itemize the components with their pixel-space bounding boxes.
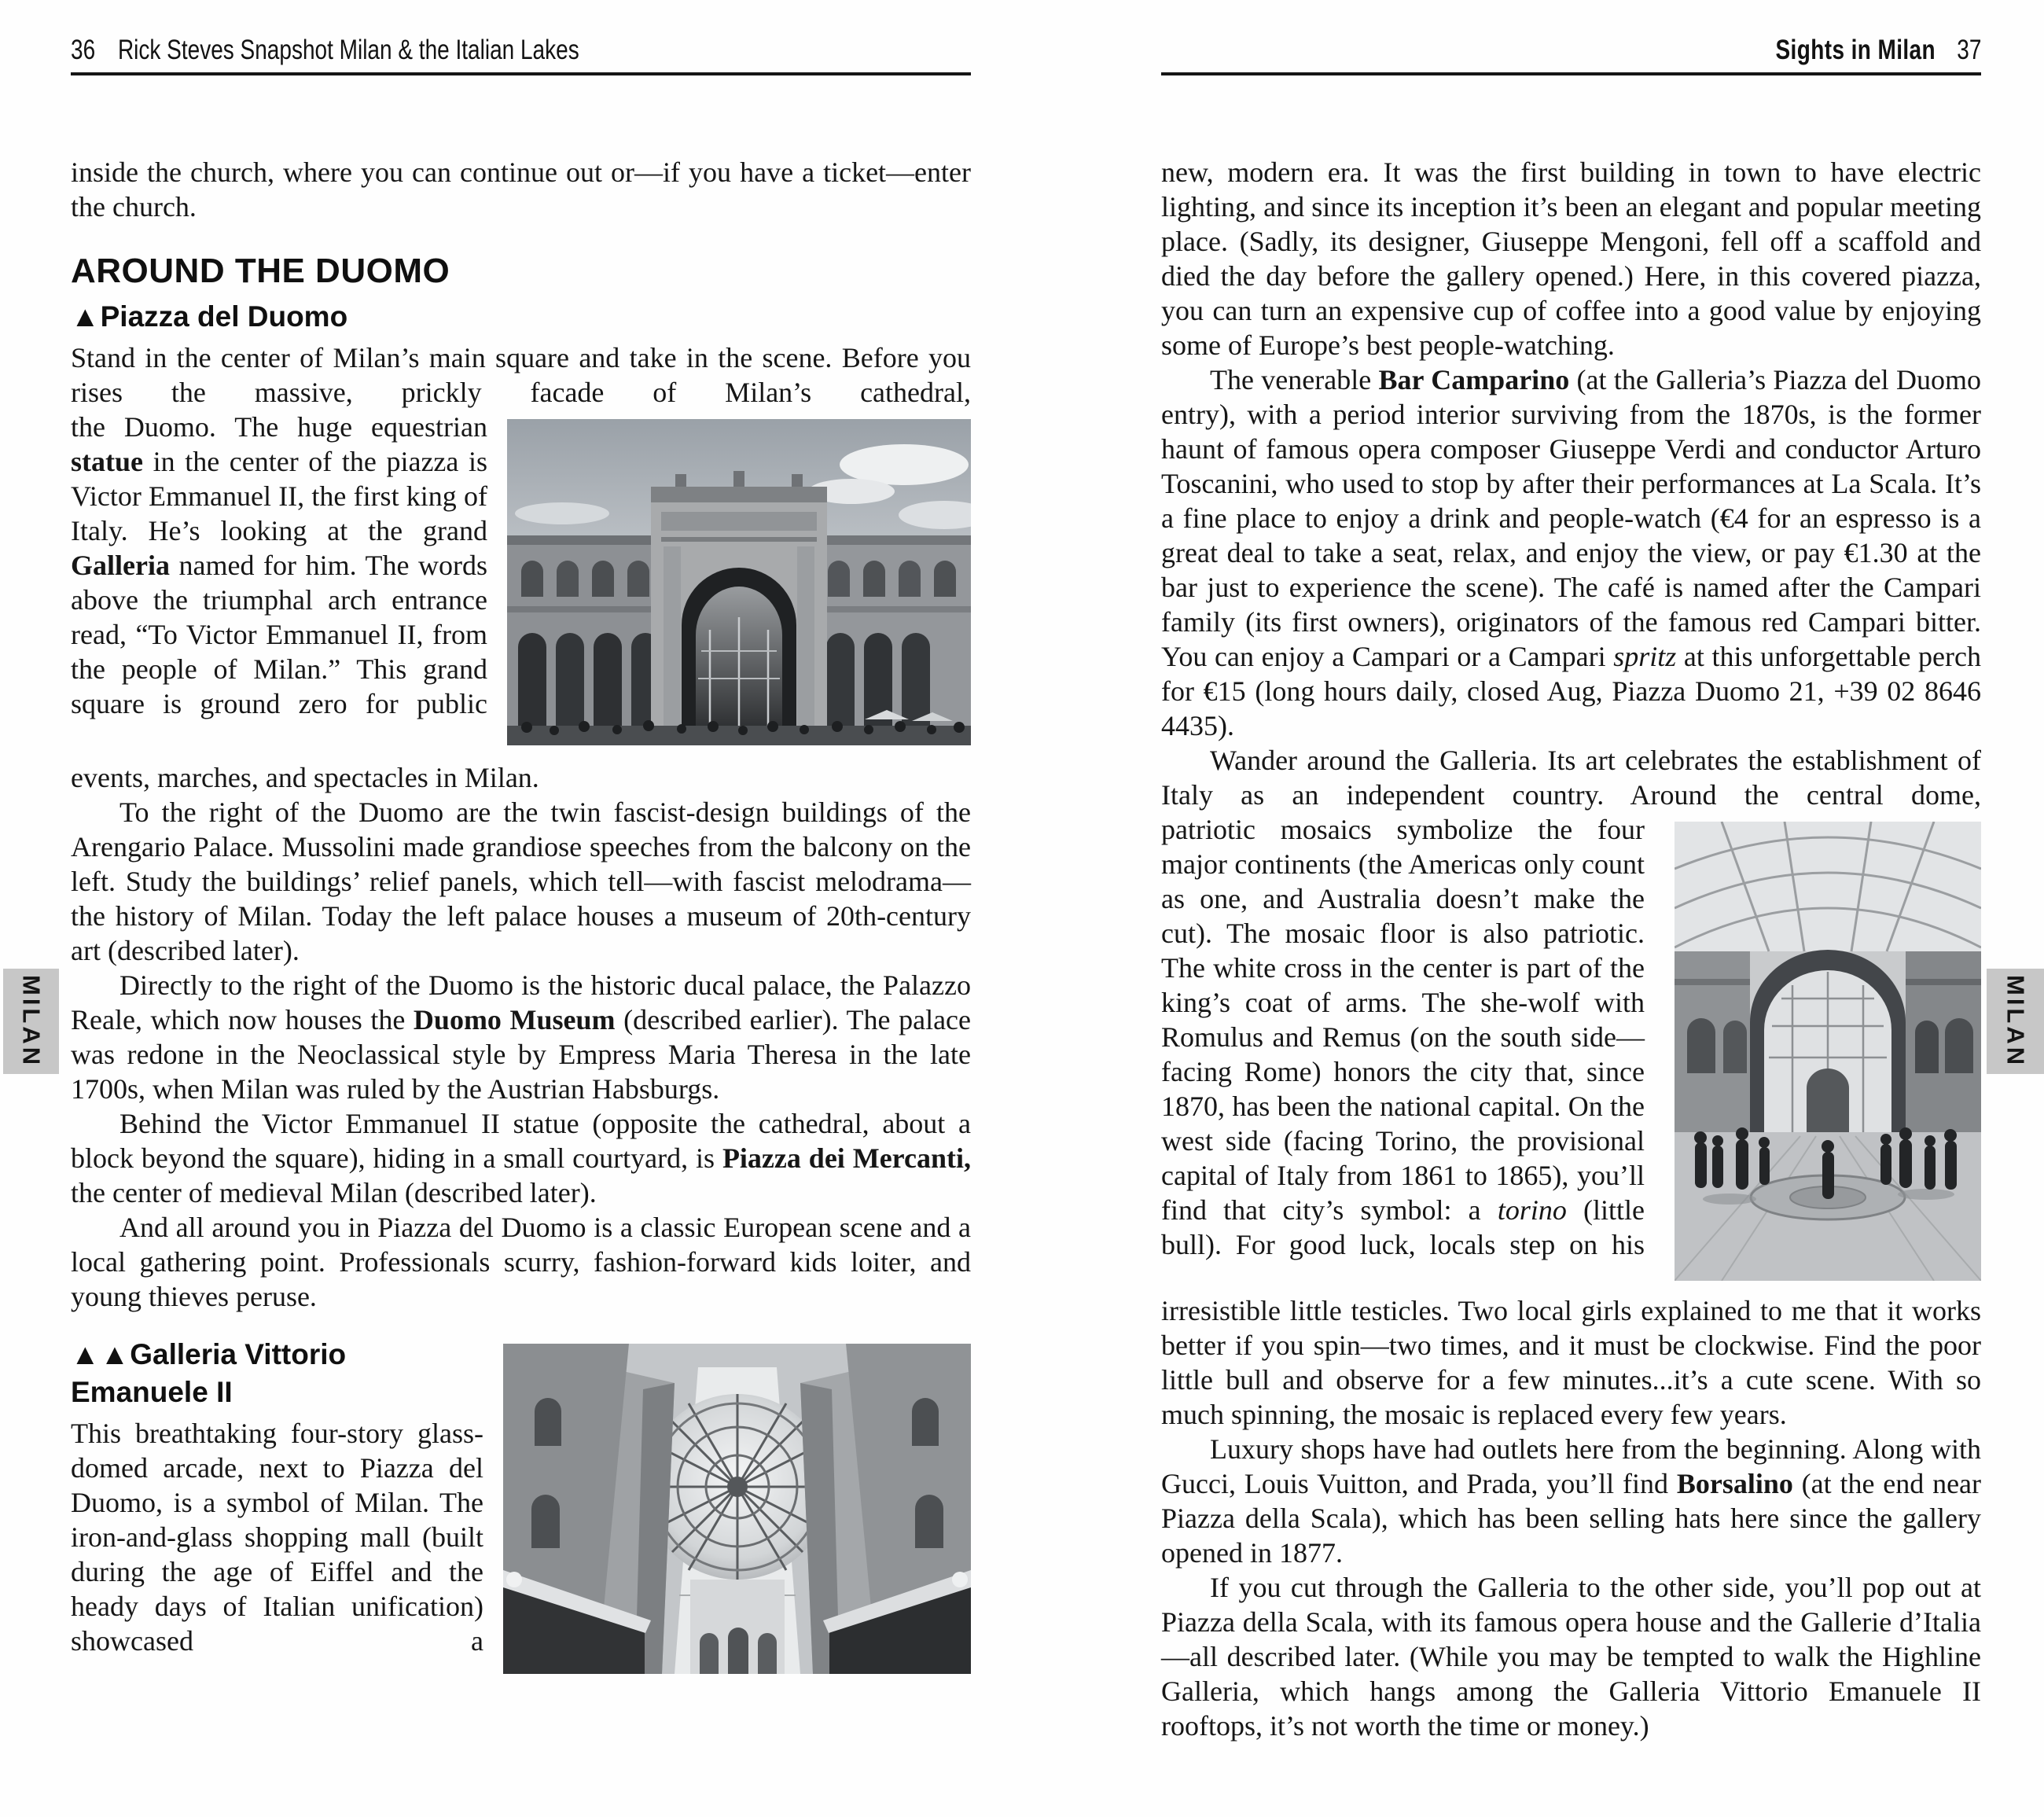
page-37-content (1161, 155, 1981, 1743)
text-photo-row-duomo (71, 410, 971, 760)
sight-heading-galleria-vittorio (71, 1336, 483, 1411)
paragraph-bar-camparino: The venerable Bar Camparino (at the Galleria’s Piazza del Duomo entry), with a period interior surviving from the 1870s, is the former haunt of famous opera composer Giuseppe Verdi and conductor Arturo Toscanini, who used to stop by after their performances at La Scala. It’s a fine place to enjoy a drink and people-watch (€4 for an espresso is a great deal to take a seat, relax, and enjoy the view, or pay €1.30 at the bar just to experience the scene). The café is named after the Campari family (its first owners), originators of the famous red Campari bitter. You can enjoy a Campari or a Campari spritz at this unforgettable perch for €15 (long hours daily, closed Aug, Piazza Duomo 21, +39 02 8646 4435). (1161, 364, 1981, 741)
paragraph-wander-galleria-b: patriotic mosaics symbolize the four major continents (the Americas only count as one, and Australia doesn’t make the cut). The mosaic floor is also patriotic. The white cross in the center is part of the king’s coat of arms. The she-wolf with Romulus and Remus (on the south side—facing Rome) honors the city that, since 1870, has been the national capital. On the west side (facing Torino, the provisional capital of Italy from 1861 to 1865), you’ll find that city’s symbol: a torino (little bull). For good luck, locals step on his (1161, 814, 1645, 1260)
sight-title-galleria-vittorio: Galleria Vittorio Emanuele II (71, 1338, 347, 1408)
text-photo-row-galleria (71, 1336, 971, 1679)
sight-title-piazza-del-duomo: Piazza del Duomo (100, 300, 348, 333)
paragraph-palazzo-reale: Directly to the right of the Duomo is the historic ducal palace, the Palazzo Reale, which now houses the Duomo Museum (described earlier). The palace was redone in the Neoclassical style by Empress Maria Theresa in the late 1700s, when Milan was ruled by the Austrian Habsburgs. (71, 969, 971, 1105)
edge-tab-milan-left (3, 969, 59, 1074)
running-head-title-left: Rick Steves Snapshot Milan & the Italian Lakes (117, 35, 579, 65)
page-36-content (71, 155, 971, 1679)
running-head-right (1161, 35, 1981, 69)
photo-galleria-interior-people (1675, 822, 1981, 1281)
rating-triangle-icon: ▲ (71, 300, 101, 333)
galleria-section-text (71, 1336, 483, 1658)
edge-tab-label-left: MILAN (17, 974, 46, 1068)
galleria-facade-illustration (507, 419, 971, 745)
paragraph-stand-in-center-c: events, marches, and spectacles in Milan. (71, 762, 539, 793)
page-36 (71, 0, 971, 1817)
page-number-right: 37 (1956, 35, 1981, 65)
paragraph-wander-galleria-c: irresistible little testicles. Two local girls explained to me that it works better if you spin—two times, and it must be clockwise. Find the poor little bull and observe for a few minutes...it’s a cute scene. With so much spinning, the mosaic is replaced every few years. (1161, 1295, 1981, 1430)
paragraph-modern-era: new, modern era. It was the first building in town to have electric lighting, and since its inception it’s been an elegant and popular meeting place. (Sadly, its designer, Giuseppe Mengoni, fell off a scaffold and died the day before the gallery opened.) Here, in this covered piazza, you can turn an expensive cup of coffee into a good value by enjoying some of Europe’s best people-watching. (1161, 156, 1981, 361)
header-rule-right (1161, 72, 1981, 75)
paragraph-stand-in-center-b: the Duomo. The huge equestrian statue in the center of the piazza is Victor Emmanuel II, the first king of Italy. He’s looking at the grand Galleria named for him. The words above the triumphal arch entrance read, “To Victor Emmanuel II, from the people of Milan.” This grand square is ground zero for public (71, 411, 487, 719)
page-37 (1161, 0, 1981, 1817)
running-head-left (71, 35, 971, 69)
paragraph-piazza-della-scala: If you cut through the Galleria to the other side, you’ll pop out at Piazza della Scala, with its famous opera house and the Gallerie d’Italia—all described later. (While you may be tempted to walk the Highline Galleria, which hangs among the Galleria Vittorio Emanuele II rooftops, it’s not worth the time or money.) (1161, 1572, 1981, 1742)
sight-heading-piazza-del-duomo (71, 298, 971, 336)
section-heading-around-the-duomo: AROUND THE DUOMO (71, 252, 450, 290)
header-rule-left (71, 72, 971, 75)
page-number-left: 36 (71, 35, 96, 65)
galleria-dome-illustration (503, 1344, 971, 1674)
paragraph-classic-european-scene: And all around you in Piazza del Duomo is a classic European scene and a local gathering point. Professionals scurry, fashion-forward kids loiter, and young thieves peruse. (71, 1212, 971, 1312)
paragraph-arengario: To the right of the Duomo are the twin fascist-design buildings of the Arengario Palace. Mussolini made grandiose speeches from the balcony on the left. Study the buildings’ relief panels, which tell—with fascist melodrama—the history of Milan. Today the left palace houses a museum of 20th-century art (described later). (71, 796, 971, 966)
rating-triangles-icon: ▲▲ (71, 1338, 131, 1370)
photo-galleria-facade (507, 419, 971, 745)
paragraph-galleria-intro: This breathtaking four-story glass-domed arcade, next to Piazza del Duomo, is a symbol of Milan. The iron-and-glass shopping mall (built during the age of Eiffel and the heady days of Italian unification) showcased a (71, 1418, 483, 1657)
paragraph-stand-in-center-a: Stand in the center of Milan’s main square and take in the scene. Before you rises the massive, prickly facade of Milan’s cathedral, (71, 342, 971, 408)
galleria-interior-illustration (1675, 822, 1981, 1281)
text-photo-row-mosaic (1161, 812, 1981, 1293)
edge-tab-milan-right (1987, 969, 2044, 1074)
photo-galleria-dome-interior (503, 1344, 971, 1674)
paragraph-luxury-shops: Luxury shops have had outlets here from the beginning. Along with Gucci, Louis Vuitton, and Prada, you’ll find Borsalino (at the end near Piazza della Scala), which has been selling hats here since the gallery opened in 1877. (1161, 1433, 1982, 1569)
running-head-title-right: Sights in Milan (1775, 35, 1936, 65)
paragraph-wander-galleria-a: Wander around the Galleria. Its art celebrates the establishment of Italy as an independent country. Around the central dome, (1161, 745, 1981, 811)
edge-tab-label-right: MILAN (2002, 974, 2030, 1068)
paragraph-church-continuation: inside the church, where you can continue out or—if you have a ticket—enter the church. (71, 156, 971, 223)
paragraph-piazza-mercanti: Behind the Victor Emmanuel II statue (opposite the cathedral, about a block beyond the square), hiding in a small courtyard, is Piazza dei Mercanti, the center of medieval Milan (described later). (71, 1108, 971, 1208)
